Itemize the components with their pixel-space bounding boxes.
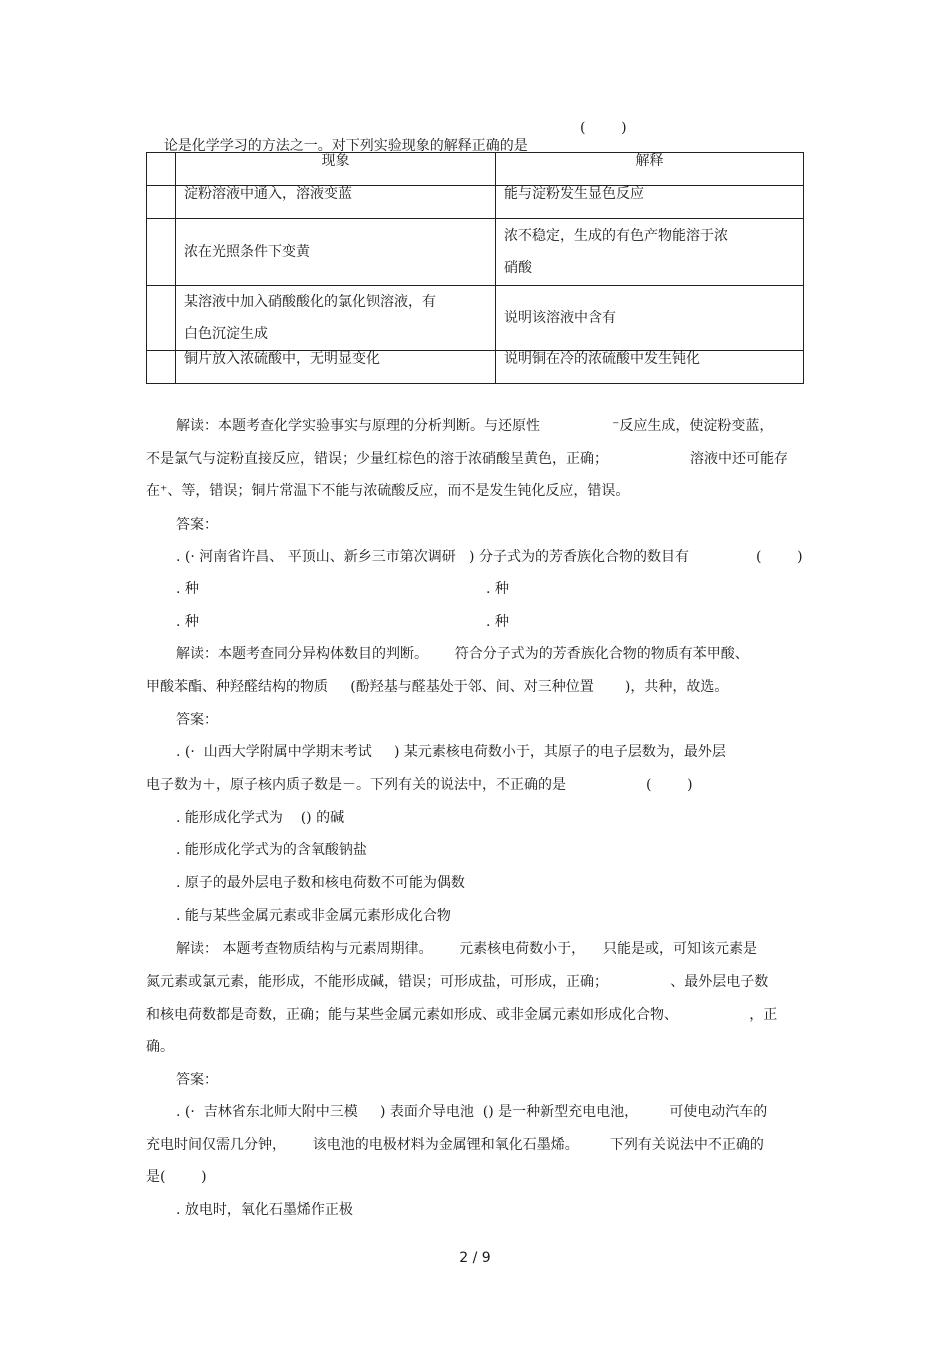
phenomenon-cell — [176, 286, 496, 351]
table-row — [147, 351, 804, 384]
option-d: . 能与某些金属元素或非金属元素形成化合物 — [176, 908, 451, 924]
answer-paren: ( ) — [756, 549, 803, 565]
analysis-line: 解读：本题考查化学实验事实与原理的分析判断。与还原性 — [176, 418, 540, 434]
phenomenon-line: 某溶液中加入硝酸酸化的氯化钡溶液，有 — [184, 294, 436, 310]
answer-paren: ( ) — [580, 120, 627, 136]
explanation-cell — [496, 219, 804, 286]
question-stem: . (· 吉林省东北师大附中三模 ) 表面介导电池 () 是一种新型充电电池， 可使电动汽车的 — [176, 1104, 768, 1120]
question-stem: . (· 山西大学附属中学期末考试 ) 某元素核电荷数小于，其原子的电子层数为，最外层 — [176, 744, 726, 760]
index-cell — [147, 186, 176, 219]
option-b: . 能形成化学式为的含氧酸钠盐 — [176, 842, 367, 858]
option-c: . 原子的最外层电子数和核电荷数不可能为偶数 — [176, 875, 465, 891]
index-cell — [147, 219, 176, 286]
explanation-cell: 说明该溶液中含有 — [496, 286, 804, 351]
option-a: . 种 — [176, 581, 199, 597]
analysis-line: 解读：本题考查同分异构体数目的判断。 符合分子式为的芳香族化合物的物质有苯甲酸、 — [176, 646, 749, 662]
analysis-line: 和核电荷数都是奇数，正确；能与某些金属元素如形成、或非金属元素如形成化合物、 ，正 — [146, 1007, 778, 1023]
analysis-line: ⁻反应生成，使淀粉变蓝， — [612, 418, 774, 434]
analysis-line: 氮元素或氯元素，能形成，不能形成碱，错误；可形成盐，可形成，正确； 、最外层电子数 — [146, 974, 769, 990]
table-row — [147, 286, 804, 351]
table-row — [147, 186, 804, 219]
option-a: . 能形成化学式为 () 的碱 — [176, 810, 345, 826]
table-row — [147, 219, 804, 286]
explanation-line: 硝酸 — [504, 260, 532, 276]
phenomenon-cell: 浓在光照条件下变黄 — [176, 219, 496, 286]
analysis-line: 溶液中还可能存 — [690, 451, 788, 467]
explanation-cell: 能与淀粉发生显色反应 — [496, 186, 804, 219]
explanation-line: 浓不稳定，生成的有色产物能溶于浓 — [504, 228, 728, 244]
option-d: . 种 — [486, 614, 509, 630]
header-phenomenon: 现象 — [176, 153, 496, 186]
option-b: . 种 — [486, 581, 509, 597]
analysis-line: 甲酸苯酯、种羟醛结构的物质 (酚羟基与醛基处于邻、间、对三种位置 )，共种，故选。 — [146, 679, 729, 695]
analysis-line: 在⁺、等，错误；铜片常温下不能与浓硫酸反应，而不是发生钝化反应，错误。 — [146, 483, 630, 499]
analysis-line: 确。 — [146, 1039, 174, 1055]
table-header-row — [147, 153, 804, 186]
question-stem: 电子数为＋，原子核内质子数是－。下列有关的说法中，不正确的是 — [146, 777, 566, 793]
option-a: . 放电时，氧化石墨烯作正极 — [176, 1202, 353, 1218]
phenomenon-cell: 铜片放入浓硫酸中，无明显变化 — [176, 351, 496, 384]
header-explanation: 解释 — [496, 153, 804, 186]
analysis-line: 解读： 本题考查物质结构与元素周期律。 元素核电荷数小于， 只能是或，可知该元素是 — [176, 941, 757, 957]
answer-label: 答案： — [176, 517, 218, 533]
analysis-line: 不是氯气与淀粉直接反应，错误；少量红棕色的溶于浓硝酸呈黄色，正确； — [146, 451, 608, 467]
phenomenon-cell: 淀粉溶液中通入，溶液变蓝 — [176, 186, 496, 219]
index-cell — [147, 153, 176, 186]
question-stem: 充电时间仅需几分钟， 该电池的电极材料为金属锂和氧化石墨烯。 下列有关说法中不正确的 — [146, 1137, 764, 1153]
answer-label: 答案： — [176, 1072, 218, 1088]
index-cell — [147, 286, 176, 351]
question-stem: 是( ) — [146, 1169, 207, 1185]
explanation-cell: 说明铜在冷的浓硫酸中发生钝化 — [496, 351, 804, 384]
intro-text: 论是化学学习的方法之一。对下列实验现象的解释正确的是 — [163, 138, 528, 154]
answer-label: 答案： — [176, 712, 218, 728]
answer-paren: ( ) — [646, 777, 693, 793]
experiment-table — [146, 152, 804, 384]
phenomenon-line: 白色沉淀生成 — [184, 326, 268, 342]
page-number: 2 / 9 — [459, 1250, 491, 1266]
index-cell — [147, 351, 176, 384]
option-c: . 种 — [176, 614, 199, 630]
question-stem: . (· 河南省许昌、 平顶山、新乡三市第次调研 ) 分子式为的芳香族化合物的数目有 — [176, 549, 689, 565]
